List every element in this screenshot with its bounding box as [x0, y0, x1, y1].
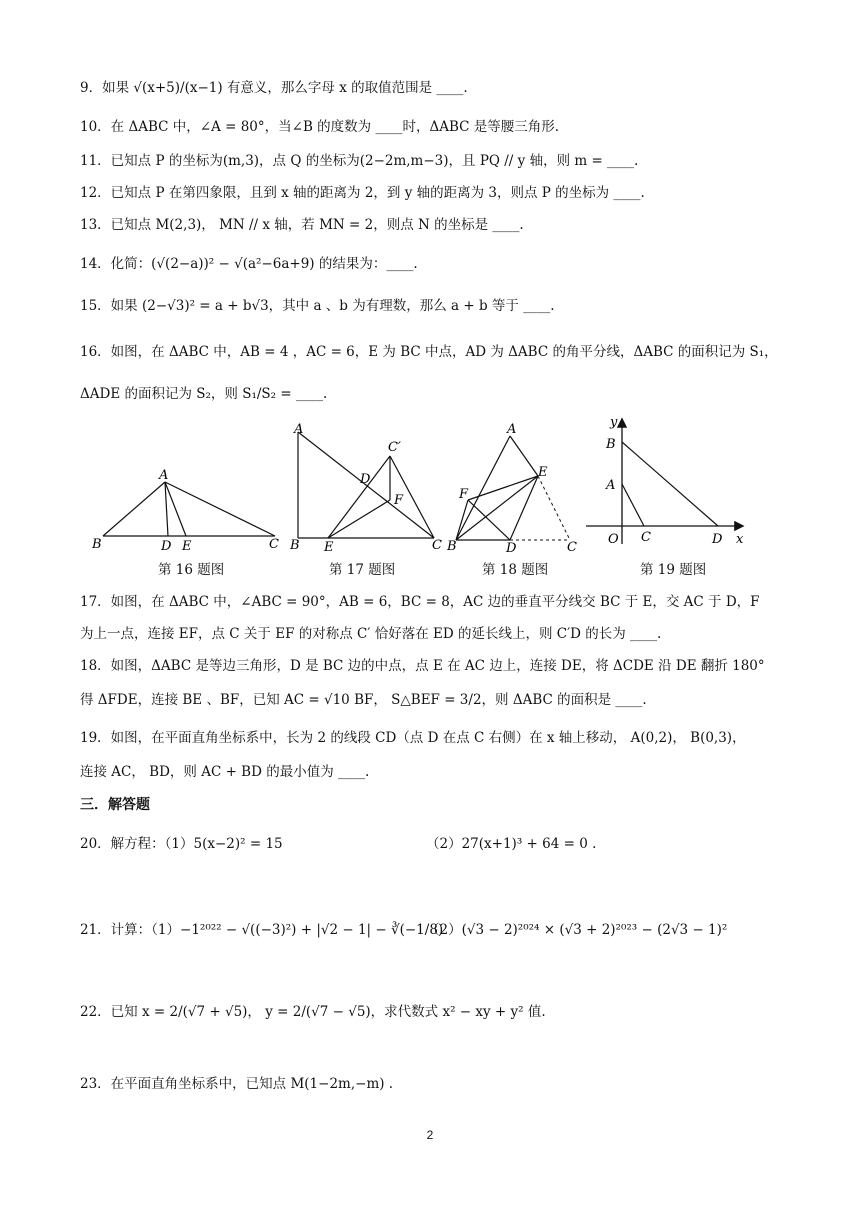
figure-19	[584, 414, 754, 554]
question-19-line1: 19．如图，在平面直角坐标系中，长为 2 的线段 CD（点 D 在点 C 右侧）在 x 轴上移动， A(0,2)， B(0,3)，	[80, 730, 746, 746]
question-16-line1: 16．如图，在 ΔABC 中，AB = 4 ，AC = 6，E 为 BC 中点，AD 为 ΔABC 的角平分线，ΔABC 的面积记为 S₁，	[80, 344, 778, 360]
fig16-label-b: B	[92, 537, 102, 552]
question-12: 12．已知点 P 在第四象限，且到 x 轴的距离为 2，到 y 轴的距离为 3，则点 P 的坐标为 ____.	[80, 185, 645, 201]
question-23: 23．在平面直角坐标系中，已知点 M(1−2m,−m) .	[80, 1076, 394, 1092]
question-17-line1: 17．如图，在 ΔABC 中，∠ABC = 90°，AB = 6，BC = 8，AC 边的垂直平分线交 BC 于 E，交 AC 于 D，F	[80, 594, 760, 610]
fig19-label-c: C	[641, 530, 651, 545]
fig17-label-f: F	[394, 493, 404, 508]
figure-18	[446, 420, 586, 554]
fig18-label-d: D	[506, 541, 517, 554]
fig19-label-y: y	[610, 415, 618, 430]
fig17-label-c: C	[432, 538, 442, 553]
question-14: 14．化简：(√(2−a))² − √(a²−6a+9) 的结果为：____.	[80, 256, 418, 272]
fig18-label-b: B	[447, 539, 457, 554]
fig17-label-e: E	[324, 540, 334, 554]
question-19-line2: 连接 AC， BD，则 AC + BD 的最小值为 ____.	[80, 764, 370, 780]
question-15: 15．如果 (2−√3)² = a + b√3，其中 a 、b 为有理数，那么 a + b 等于 ____.	[80, 298, 555, 314]
question-21-part1: 21．计算：（1）−1²⁰²² − √((−3)²) + |√2 − 1| − ∛(−1/8)	[80, 922, 444, 938]
fig16-label-c: C	[269, 537, 279, 552]
figure-16	[88, 466, 288, 554]
fig19-label-d: D	[712, 532, 723, 547]
fig17-label-cp: C′	[388, 440, 401, 455]
fig17-label-a: A	[294, 422, 304, 437]
figure-19-caption: 第 19 题图	[640, 562, 707, 578]
fig19-label-a: A	[606, 478, 616, 493]
question-18-line2: 得 ΔFDE，连接 BE 、BF，已知 AC = √10 BF， S△BEF = 3/2，则 ΔABC 的面积是 ____.	[80, 692, 647, 708]
page-number: 2	[426, 1128, 434, 1142]
figure-17-caption: 第 17 题图	[329, 562, 396, 578]
figure-17	[288, 420, 448, 554]
figure-16-caption: 第 16 题图	[158, 562, 225, 578]
question-16-line2: ΔADE 的面积记为 S₂，则 S₁/S₂ = ____.	[80, 386, 328, 402]
fig18-label-c: C	[567, 540, 577, 554]
fig17-label-d: D	[360, 472, 371, 487]
question-9: 9．如果 √(x+5)/(x−1) 有意义，那么字母 x 的取值范围是 ____.	[80, 80, 468, 96]
question-17-line2: 为上一点，连接 EF，点 C 关于 EF 的对称点 C′ 恰好落在 ED 的延长线上，则 C′D 的长为 ____.	[80, 626, 662, 642]
question-10: 10．在 ΔABC 中，∠A = 80°，当∠B 的度数为 ____时，ΔABC 是等腰三角形.	[80, 119, 560, 135]
section-title: 三．解答题	[80, 797, 150, 813]
question-13: 13．已知点 M(2,3)， MN // x 轴，若 MN = 2，则点 N 的坐标是 ____.	[80, 217, 524, 233]
question-20-part1: 20．解方程：（1）5(x−2)² = 15	[80, 836, 283, 852]
question-22: 22．已知 x = 2/(√7 + √5)， y = 2/(√7 − √5)，求代数式 x² − xy + y² 值.	[80, 1004, 546, 1020]
fig18-label-f: F	[459, 487, 469, 502]
fig19-label-x: x	[736, 532, 744, 547]
question-18-line1: 18．如图，ΔABC 是等边三角形，D 是 BC 边的中点，点 E 在 AC 边上，连接 DE，将 ΔCDE 沿 DE 翻折 180°	[80, 658, 765, 674]
question-11: 11．已知点 P 的坐标为(m,3)，点 Q 的坐标为(2−2m,m−3)，且 PQ // y 轴，则 m = ____.	[80, 153, 639, 169]
fig18-label-a: A	[507, 422, 517, 437]
fig17-label-b: B	[290, 538, 300, 553]
fig18-label-e: E	[538, 465, 548, 480]
figure-18-caption: 第 18 题图	[482, 562, 549, 578]
fig16-label-e: E	[182, 539, 192, 554]
question-20-part2: （2）27(x+1)³ + 64 = 0 .	[426, 836, 597, 852]
question-21-part2: （2）(√3 − 2)²⁰²⁴ × (√3 + 2)²⁰²³ − (2√3 − 1)²	[426, 922, 728, 938]
fig19-label-b: B	[606, 437, 616, 452]
fig19-label-o: O	[608, 532, 619, 547]
fig16-label-a: A	[159, 468, 169, 483]
fig16-label-d: D	[161, 539, 172, 554]
